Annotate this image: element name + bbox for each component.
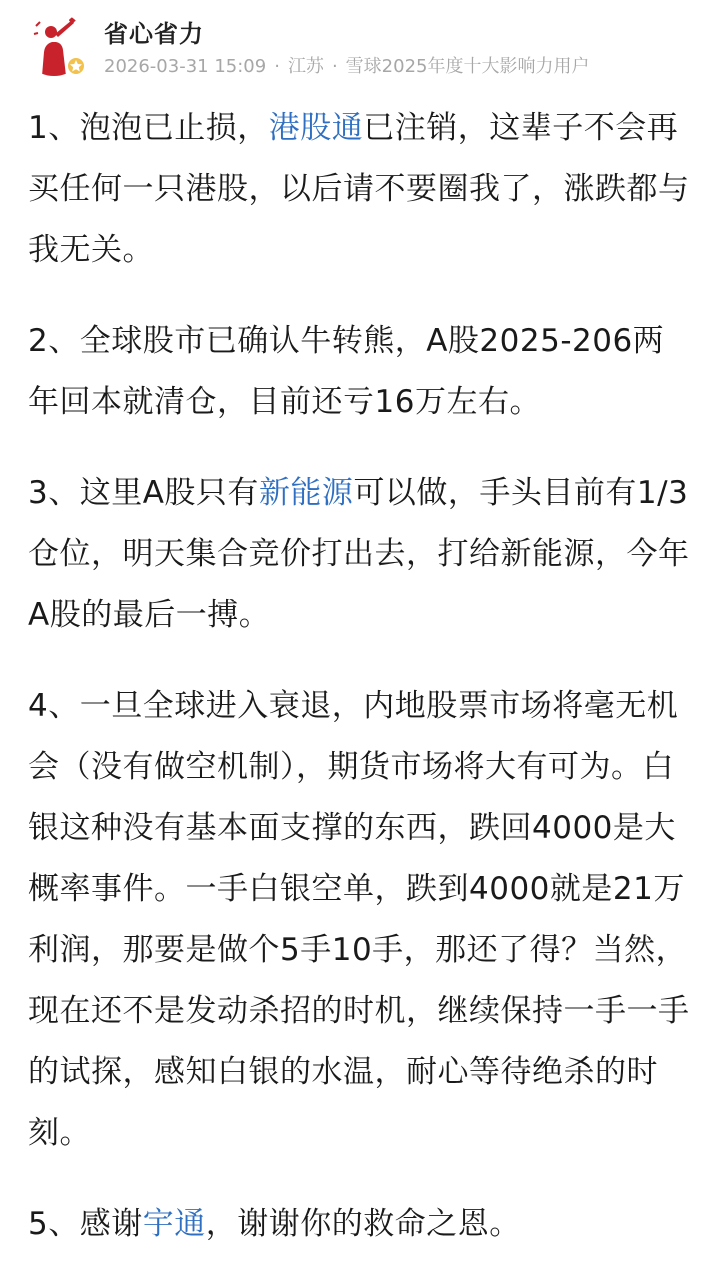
paragraph-text: 可以做，手头目前有1/3仓位，明天集合竞价打出去，打给新能源，今年A股的最后一搏。 bbox=[28, 475, 690, 633]
paragraph-5 bbox=[28, 1194, 692, 1255]
paragraph-4: 4、一旦全球进入衰退，内地股票市场将毫无机会（没有做空机制），期货市场将大有可为。白银这种没有基本面支撑的东西，跌回4000是大概率事件。一手白银空单，跌到4000就是21万利润，那要是做个5手10手，那还了得？当然，现在还不是发动杀招的时机，继续保持一手一手的试探，感知白银的水温，耐心等待绝杀的时刻。 bbox=[28, 688, 690, 1151]
paragraph-text: 5、感谢 bbox=[28, 1206, 143, 1242]
author-title: 雪球2025年度十大影响力用户 bbox=[345, 56, 590, 77]
author-location: 江苏 bbox=[287, 56, 324, 77]
paragraph-2: 2、全球股市已确认牛转熊，A股2025-206两年回本就清仓，目前还亏16万左右。 bbox=[28, 323, 665, 420]
paragraph-text: ，谢谢你的救命之恩。 bbox=[205, 1206, 521, 1242]
post-header bbox=[22, 12, 702, 92]
vip-badge-icon bbox=[66, 56, 86, 76]
paragraph-text: 3、这里A股只有 bbox=[28, 475, 259, 511]
post-content bbox=[28, 98, 692, 1285]
author-name[interactable]: 省心省力 bbox=[104, 20, 204, 48]
meta-separator: · bbox=[331, 56, 338, 77]
post-timestamp: 2026-03-31 15:09 bbox=[104, 56, 267, 77]
paragraph-text: 已注销，这辈子不会再买任何一只港股，以后请不要圈我了，涨跌都与我无关。 bbox=[28, 110, 690, 268]
paragraph-1 bbox=[28, 98, 692, 281]
stock-link-yutong[interactable]: 宇通 bbox=[142, 1206, 206, 1242]
paragraph-text: 1、泡泡已止损， bbox=[28, 110, 269, 146]
post-meta bbox=[104, 52, 589, 78]
paragraph-3 bbox=[28, 463, 692, 646]
stock-link-hk-connect[interactable]: 港股通 bbox=[268, 110, 364, 146]
topic-link-new-energy[interactable]: 新能源 bbox=[258, 475, 354, 511]
meta-separator: · bbox=[274, 56, 280, 77]
